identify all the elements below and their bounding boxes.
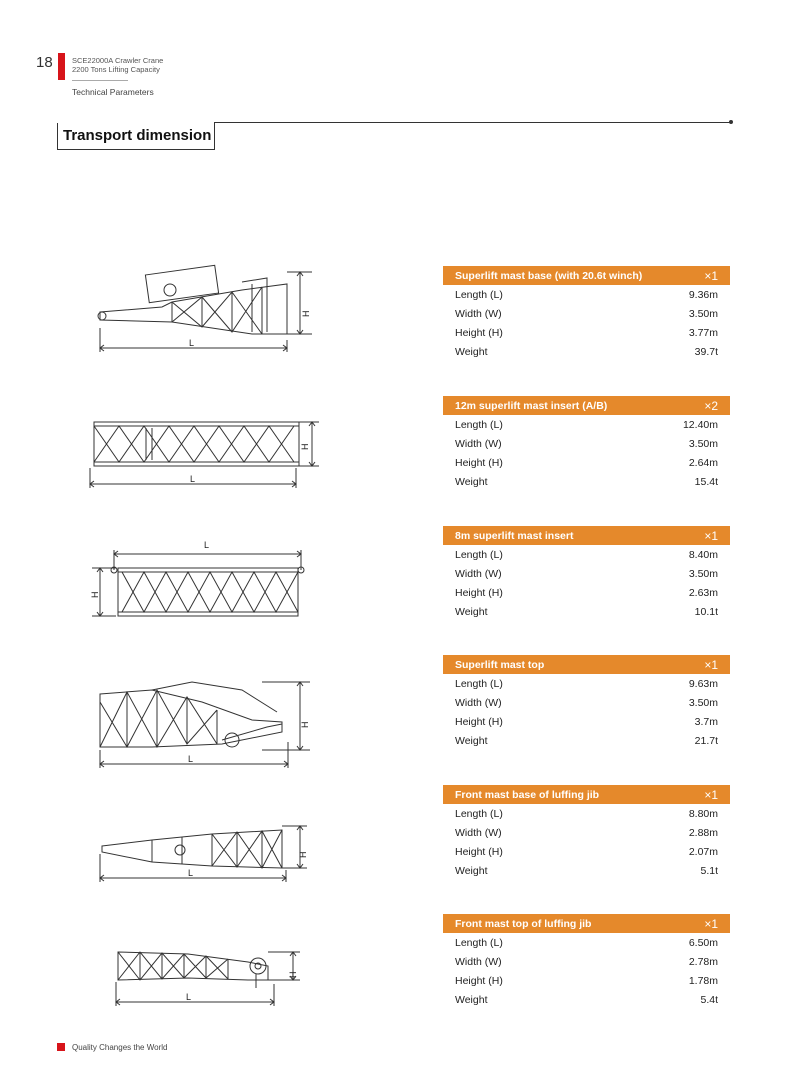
spec-row (443, 674, 730, 693)
spec-label: Height (H) (455, 845, 503, 858)
page-title: Transport dimension (63, 127, 212, 144)
component-name: Front mast top of luffing jib (455, 917, 592, 930)
drawing-superlift-mast-base (92, 262, 322, 362)
title-rule-dot (729, 120, 733, 124)
component-qty: ×1 (704, 268, 718, 283)
dim-label-height: H (90, 591, 100, 598)
spec-row (443, 952, 730, 971)
component-name: Front mast base of luffing jib (455, 788, 600, 801)
spec-value: 8.80m (688, 807, 718, 820)
spec-value: 3.7m (694, 715, 718, 728)
spec-value: 21.7t (694, 735, 718, 748)
spec-value: 9.63m (688, 677, 718, 690)
component-qty: ×1 (704, 787, 718, 802)
drawing-front-mast-top (108, 940, 308, 1010)
spec-value: 8.40m (688, 548, 718, 561)
dim-label-height: H (301, 310, 311, 317)
spec-value: 2.64m (688, 456, 718, 469)
dim-label-length: L (188, 754, 194, 764)
spec-header (443, 785, 730, 804)
spec-label: Width (W) (455, 567, 502, 580)
component-qty: ×1 (704, 657, 718, 672)
spec-row (443, 583, 730, 602)
drawing-superlift-mast-top (92, 672, 322, 772)
spec-row (443, 545, 730, 564)
spec-row (443, 473, 730, 492)
spec-table-front-mast-base (443, 785, 730, 881)
spec-header (443, 914, 730, 933)
spec-value: 9.36m (688, 288, 718, 301)
spec-value: 3.50m (688, 437, 718, 450)
component-name: 8m superlift mast insert (455, 529, 574, 542)
spec-row (443, 862, 730, 881)
spec-label: Weight (455, 865, 488, 878)
component-name: 12m superlift mast insert (A/B) (455, 399, 608, 412)
spec-header (443, 526, 730, 545)
spec-header (443, 396, 730, 415)
spec-value: 10.1t (694, 606, 718, 619)
spec-table-superlift-mast-base (443, 266, 730, 362)
spec-row (443, 991, 730, 1010)
brand-red-bar (58, 53, 65, 80)
spec-value: 5.1t (700, 865, 718, 878)
page-number: 18 (36, 54, 53, 71)
spec-value: 5.4t (700, 994, 718, 1007)
spec-value: 2.07m (688, 845, 718, 858)
spec-table-12m-mast-insert (443, 396, 730, 492)
spec-row (443, 415, 730, 434)
spec-value: 12.40m (682, 418, 718, 431)
spec-row (443, 823, 730, 842)
spec-row (443, 285, 730, 304)
spec-value: 1.78m (688, 974, 718, 987)
spec-row (443, 453, 730, 472)
spec-label: Length (L) (455, 677, 503, 690)
spec-label: Weight (455, 606, 488, 619)
spec-value: 3.77m (688, 326, 718, 339)
spec-table-8m-mast-insert (443, 526, 730, 622)
spec-label: Width (W) (455, 826, 502, 839)
spec-value: 2.63m (688, 586, 718, 599)
component-qty: ×2 (704, 398, 718, 413)
spec-label: Height (H) (455, 715, 503, 728)
spec-label: Length (L) (455, 807, 503, 820)
spec-row (443, 732, 730, 751)
dim-label-length: L (188, 868, 194, 878)
spec-label: Width (W) (455, 955, 502, 968)
spec-row (443, 971, 730, 990)
footer-slogan: Quality Changes the World (72, 1043, 168, 1052)
dim-label-length: L (186, 992, 192, 1002)
dim-label-height: H (300, 721, 310, 728)
spec-label: Weight (455, 476, 488, 489)
dim-label-length: L (204, 540, 210, 550)
spec-value: 2.88m (688, 826, 718, 839)
spec-label: Width (W) (455, 437, 502, 450)
footer-red-square (57, 1043, 65, 1051)
dim-label-length: L (190, 474, 196, 484)
spec-label: Width (W) (455, 696, 502, 709)
spec-label: Weight (455, 346, 488, 359)
spec-value: 39.7t (694, 346, 718, 359)
spec-header (443, 266, 730, 285)
spec-label: Height (H) (455, 974, 503, 987)
spec-row (443, 343, 730, 362)
spec-row (443, 434, 730, 453)
spec-row (443, 603, 730, 622)
component-name: Superlift mast top (455, 658, 545, 671)
header-divider (72, 80, 128, 81)
spec-row (443, 304, 730, 323)
dim-label-height: H (300, 443, 310, 450)
spec-label: Length (L) (455, 936, 503, 949)
component-name: Superlift mast base (with 20.6t winch) (455, 269, 643, 282)
spec-table-front-mast-top (443, 914, 730, 1010)
drawing-front-mast-base (92, 816, 322, 886)
dim-label-height: H (288, 971, 298, 978)
spec-row (443, 804, 730, 823)
spec-label: Length (L) (455, 418, 503, 431)
spec-label: Weight (455, 735, 488, 748)
spec-value: 3.50m (688, 696, 718, 709)
spec-value: 2.78m (688, 955, 718, 968)
dim-label-length: L (189, 338, 195, 348)
spec-table-superlift-mast-top (443, 655, 730, 751)
title-rule (214, 122, 730, 123)
spec-label: Length (L) (455, 288, 503, 301)
spec-row (443, 564, 730, 583)
spec-label: Height (H) (455, 456, 503, 469)
spec-label: Weight (455, 994, 488, 1007)
spec-row (443, 933, 730, 952)
spec-label: Length (L) (455, 548, 503, 561)
spec-value: 15.4t (694, 476, 718, 489)
header-model: SCE22000A Crawler Crane (72, 56, 164, 65)
spec-value: 3.50m (688, 567, 718, 580)
drawing-12m-mast-insert (84, 412, 324, 494)
component-qty: ×1 (704, 528, 718, 543)
spec-row (443, 693, 730, 712)
header-capacity: 2200 Tons Lifting Capacity (72, 65, 160, 74)
spec-row (443, 712, 730, 731)
dim-label-height: H (298, 851, 308, 858)
spec-value: 6.50m (688, 936, 718, 949)
component-qty: ×1 (704, 916, 718, 931)
spec-header (443, 655, 730, 674)
spec-row (443, 842, 730, 861)
spec-label: Height (H) (455, 326, 503, 339)
spec-row (443, 323, 730, 342)
spec-label: Width (W) (455, 307, 502, 320)
header-section: Technical Parameters (72, 87, 154, 97)
spec-label: Height (H) (455, 586, 503, 599)
drawing-8m-mast-insert (86, 536, 316, 626)
spec-value: 3.50m (688, 307, 718, 320)
